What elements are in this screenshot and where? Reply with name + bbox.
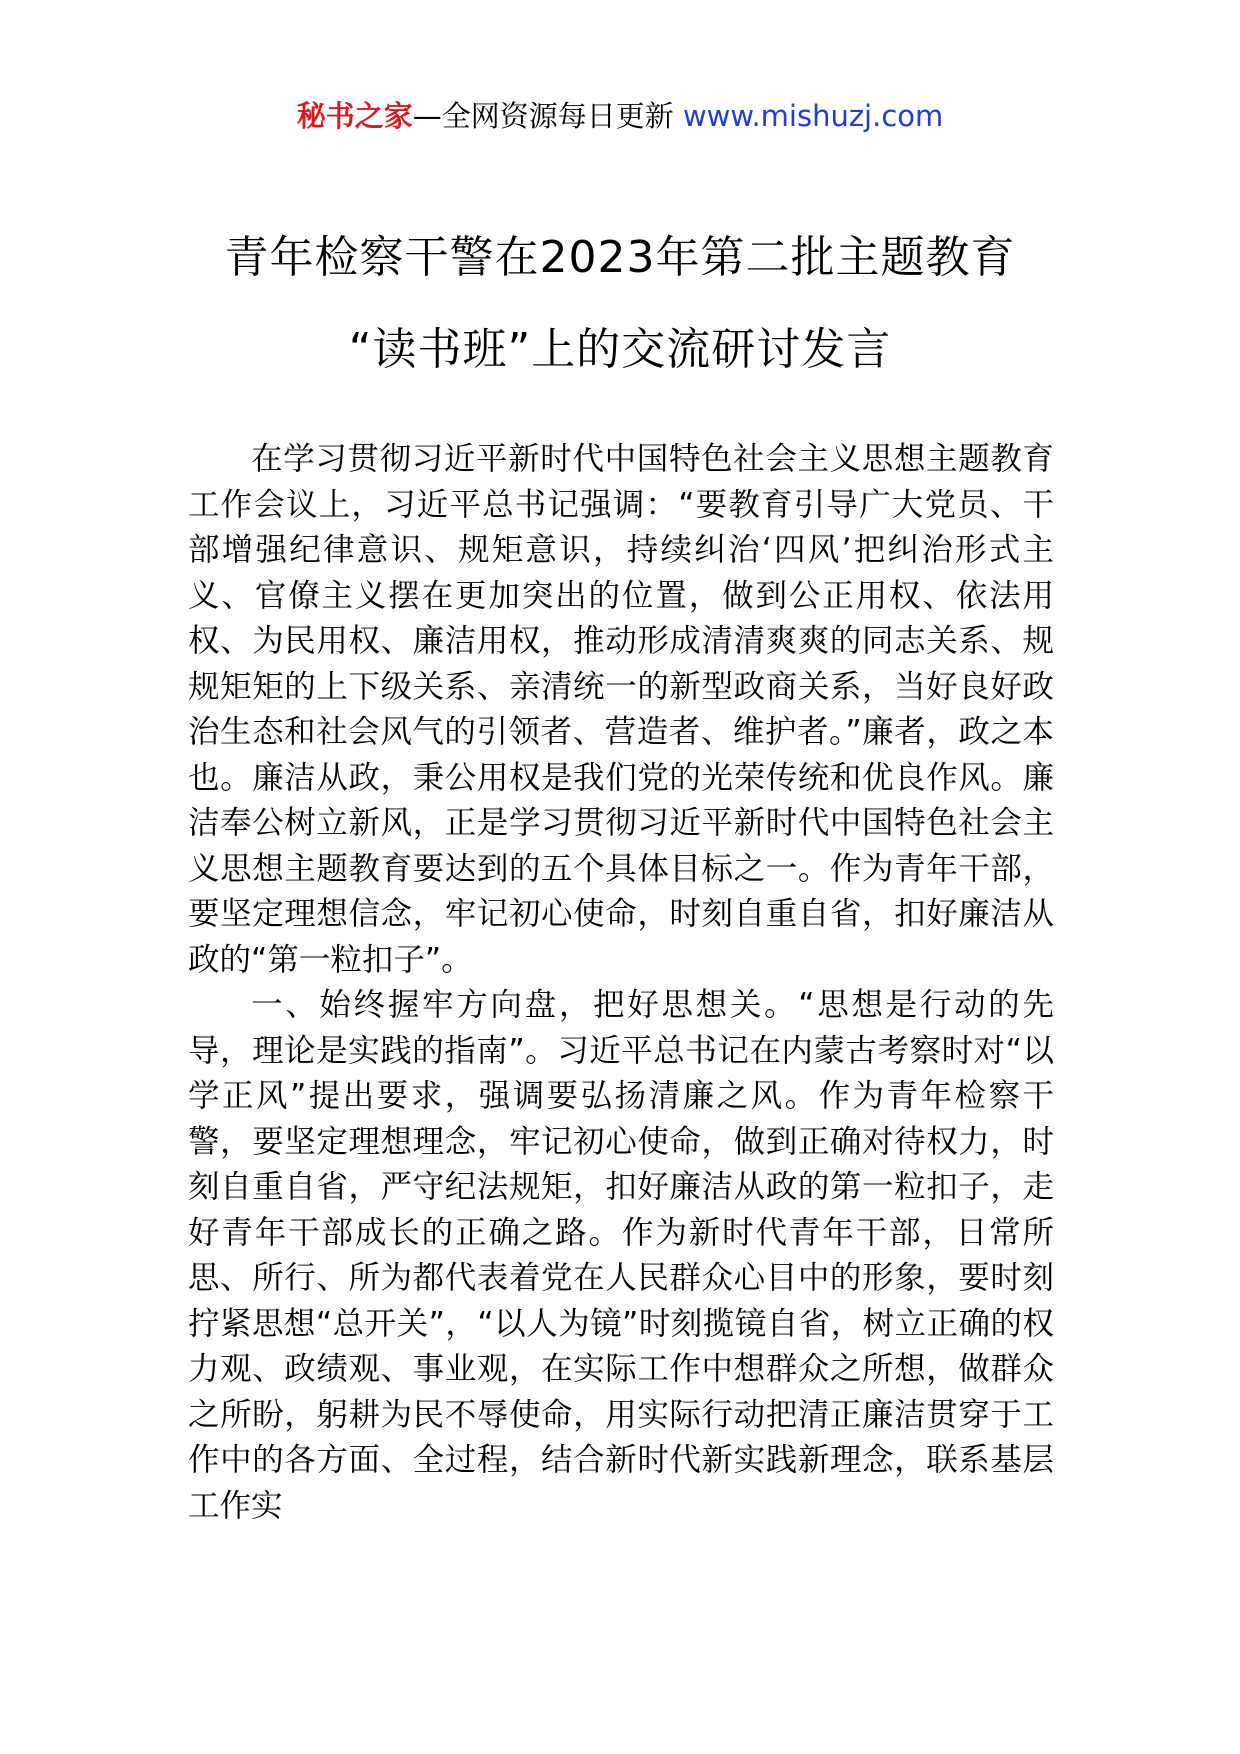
body-paragraph-section-1: 一、始终握牢方向盘，把好思想关。“思想是行动的先导，理论是实践的指南”。习近平总书记在内蒙古考察时对“以学正风”提出要求，强调要弘扬清廉之风。作为青年检察干警，要坚定理想理念，牢记初心使命，做到正确对待权力，时刻自重自省，严守纪法规矩，扣好廉洁从政的第一粒扣子，走好青年干部成长的正确之路。作为新时代青年干部，日常所思、所行、所为都代表着党在人民群众心目中的形象，要时刻拧紧思想“总开关”，“以人为镜”时刻揽镜自省，树立正确的权力观、政绩观、事业观，在实际工作中想群众之所想，做群众之所盼，躬耕为民不辱使命，用实际行动把清正廉洁贯穿于工作中的各方面、全过程，结合新时代新实践新理念，联系基层工作实 [188, 987, 1054, 1524]
document-body [188, 437, 1054, 1529]
document-title-line-2: “读书班”上的交流研讨发言 [348, 324, 892, 375]
document-title-line-1: 青年检察干警在2023年第二批主题教育 [224, 232, 1016, 283]
site-url-link[interactable]: www.mishuzj.com [682, 99, 944, 133]
body-paragraph-intro: 在学习贯彻习近平新时代中国特色社会主义思想主题教育工作会议上，习近平总书记强调：“要教育引导广大党员、干部增强纪律意识、规矩意识，持续纠治‘四风’把纠治形式主义、官僚主义摆在更加突出的位置，做到公正用权、依法用权、为民用权、廉洁用权，推动形成清清爽爽的同志关系、规规矩矩的上下级关系、亲清统一的新型政商关系，当好良好政治生态和社会风气的引领者、营造者、维护者。”廉者，政之本也。廉洁从政，秉公用权是我们党的光荣传统和优良作风。廉洁奉公树立新风，正是学习贯彻习近平新时代中国特色社会主义思想主题教育要达到的五个具体目标之一。作为青年干部，要坚定理想信念，牢记初心使命，时刻自重自省，扣好廉洁从政的“第一粒扣子”。 [188, 441, 1054, 978]
site-brand-name: 秘书之家 [296, 99, 413, 133]
site-slogan: —全网资源每日更新 [412, 99, 674, 133]
site-banner [0, 96, 1240, 136]
